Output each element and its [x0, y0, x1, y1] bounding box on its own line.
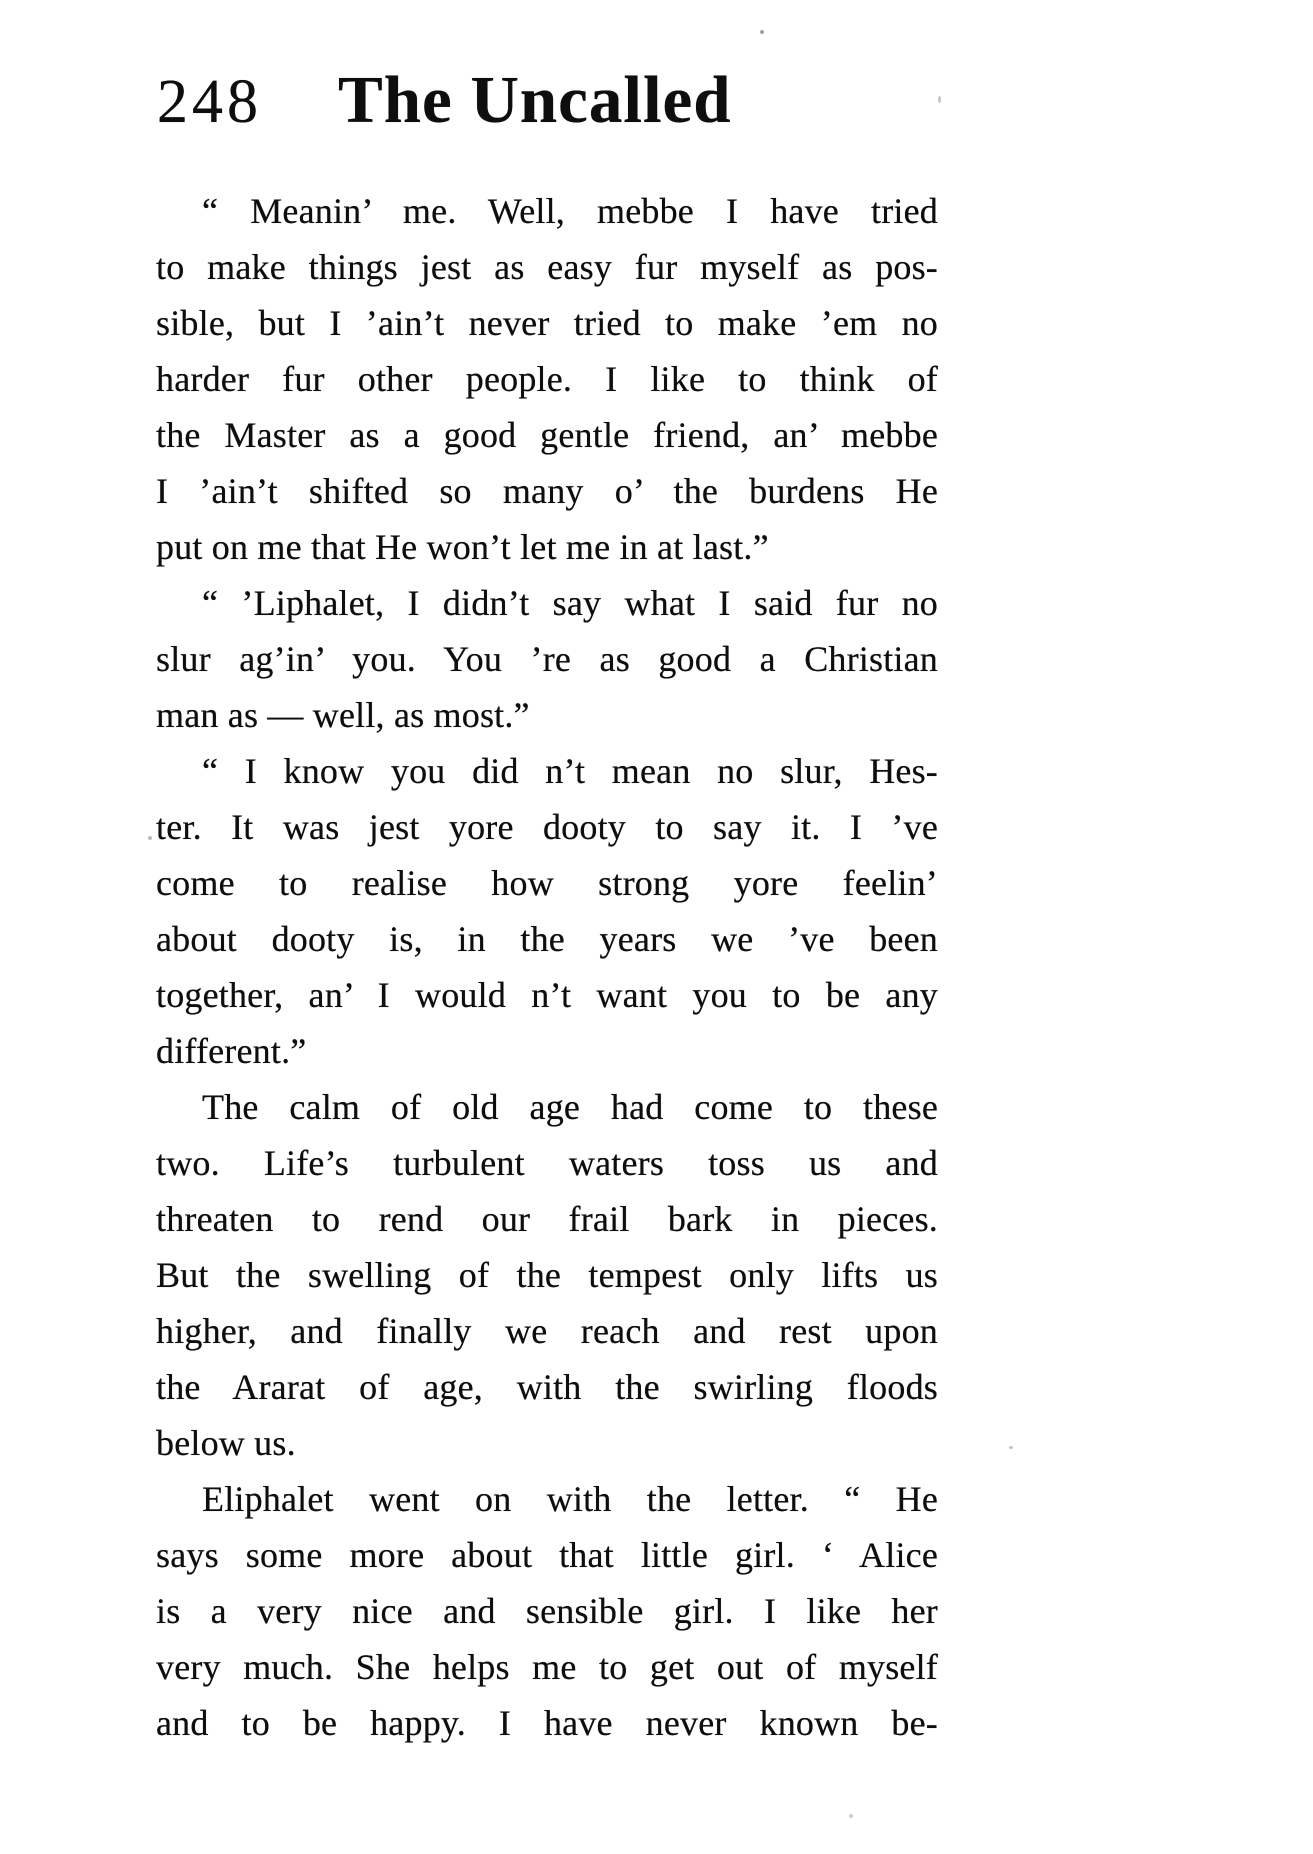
text-line: about dooty is, in the years we ’ve been [156, 919, 938, 959]
scan-speck [938, 96, 941, 103]
scan-speck [849, 1814, 853, 1818]
text-line: the Ararat of age, with the swirling floods [156, 1367, 938, 1407]
text-line: Eliphalet went on with the letter. “ He [202, 1479, 938, 1519]
text-line: and to be happy. I have never known be- [156, 1703, 938, 1743]
text-line: different.” [156, 1031, 307, 1071]
page-title: The Uncalled [338, 63, 732, 137]
text-line: says some more about that little girl. ‘ Alice [156, 1535, 938, 1575]
text-line: the Master as a good gentle friend, an’ mebbe [156, 415, 938, 455]
text-line: sible, but I ’ain’t never tried to make ’em no [156, 303, 938, 343]
text-line: to make things jest as easy fur myself as pos- [156, 247, 938, 287]
scan-speck [148, 836, 152, 840]
paragraph-4 [156, 1079, 938, 1471]
text-line: put on me that He won’t let me in at last.” [156, 527, 769, 567]
text-line: “ I know you did n’t mean no slur, Hes- [202, 751, 938, 791]
text-line: together, an’ I would n’t want you to be any [156, 975, 938, 1015]
page-header [157, 62, 732, 139]
text-line: harder fur other people. I like to think of [156, 359, 938, 399]
text-line: come to realise how strong yore feelin’ [156, 863, 938, 903]
text-line: below us. [156, 1423, 296, 1463]
page-body [156, 183, 938, 1751]
scan-speck [760, 30, 764, 34]
text-line: two. Life’s turbulent waters toss us and [156, 1143, 938, 1183]
text-line: But the swelling of the tempest only lifts us [156, 1255, 938, 1295]
paragraph-3 [156, 743, 938, 1079]
text-line: “ ’Liphalet, I didn’t say what I said fur no [202, 583, 938, 623]
text-line: threaten to rend our frail bark in pieces. [156, 1199, 938, 1239]
paragraph-1 [156, 183, 938, 575]
text-line: higher, and finally we reach and rest upon [156, 1311, 938, 1351]
text-line: very much. She helps me to get out of myself [156, 1647, 938, 1687]
text-line: The calm of old age had come to these [202, 1087, 938, 1127]
text-line: ter. It was jest yore dooty to say it. I ’ve [156, 807, 938, 847]
text-line: is a very nice and sensible girl. I like her [156, 1591, 938, 1631]
text-line: “ Meanin’ me. Well, mebbe I have tried [202, 191, 938, 231]
text-line: slur ag’in’ you. You ’re as good a Christian [156, 639, 938, 679]
page-number: 248 [157, 68, 262, 136]
paragraph-5 [156, 1471, 938, 1751]
scan-speck [1009, 1446, 1013, 1449]
text-line: man as — well, as most.” [156, 695, 530, 735]
paragraph-2 [156, 575, 938, 743]
text-line: I ’ain’t shifted so many o’ the burdens He [156, 471, 938, 511]
